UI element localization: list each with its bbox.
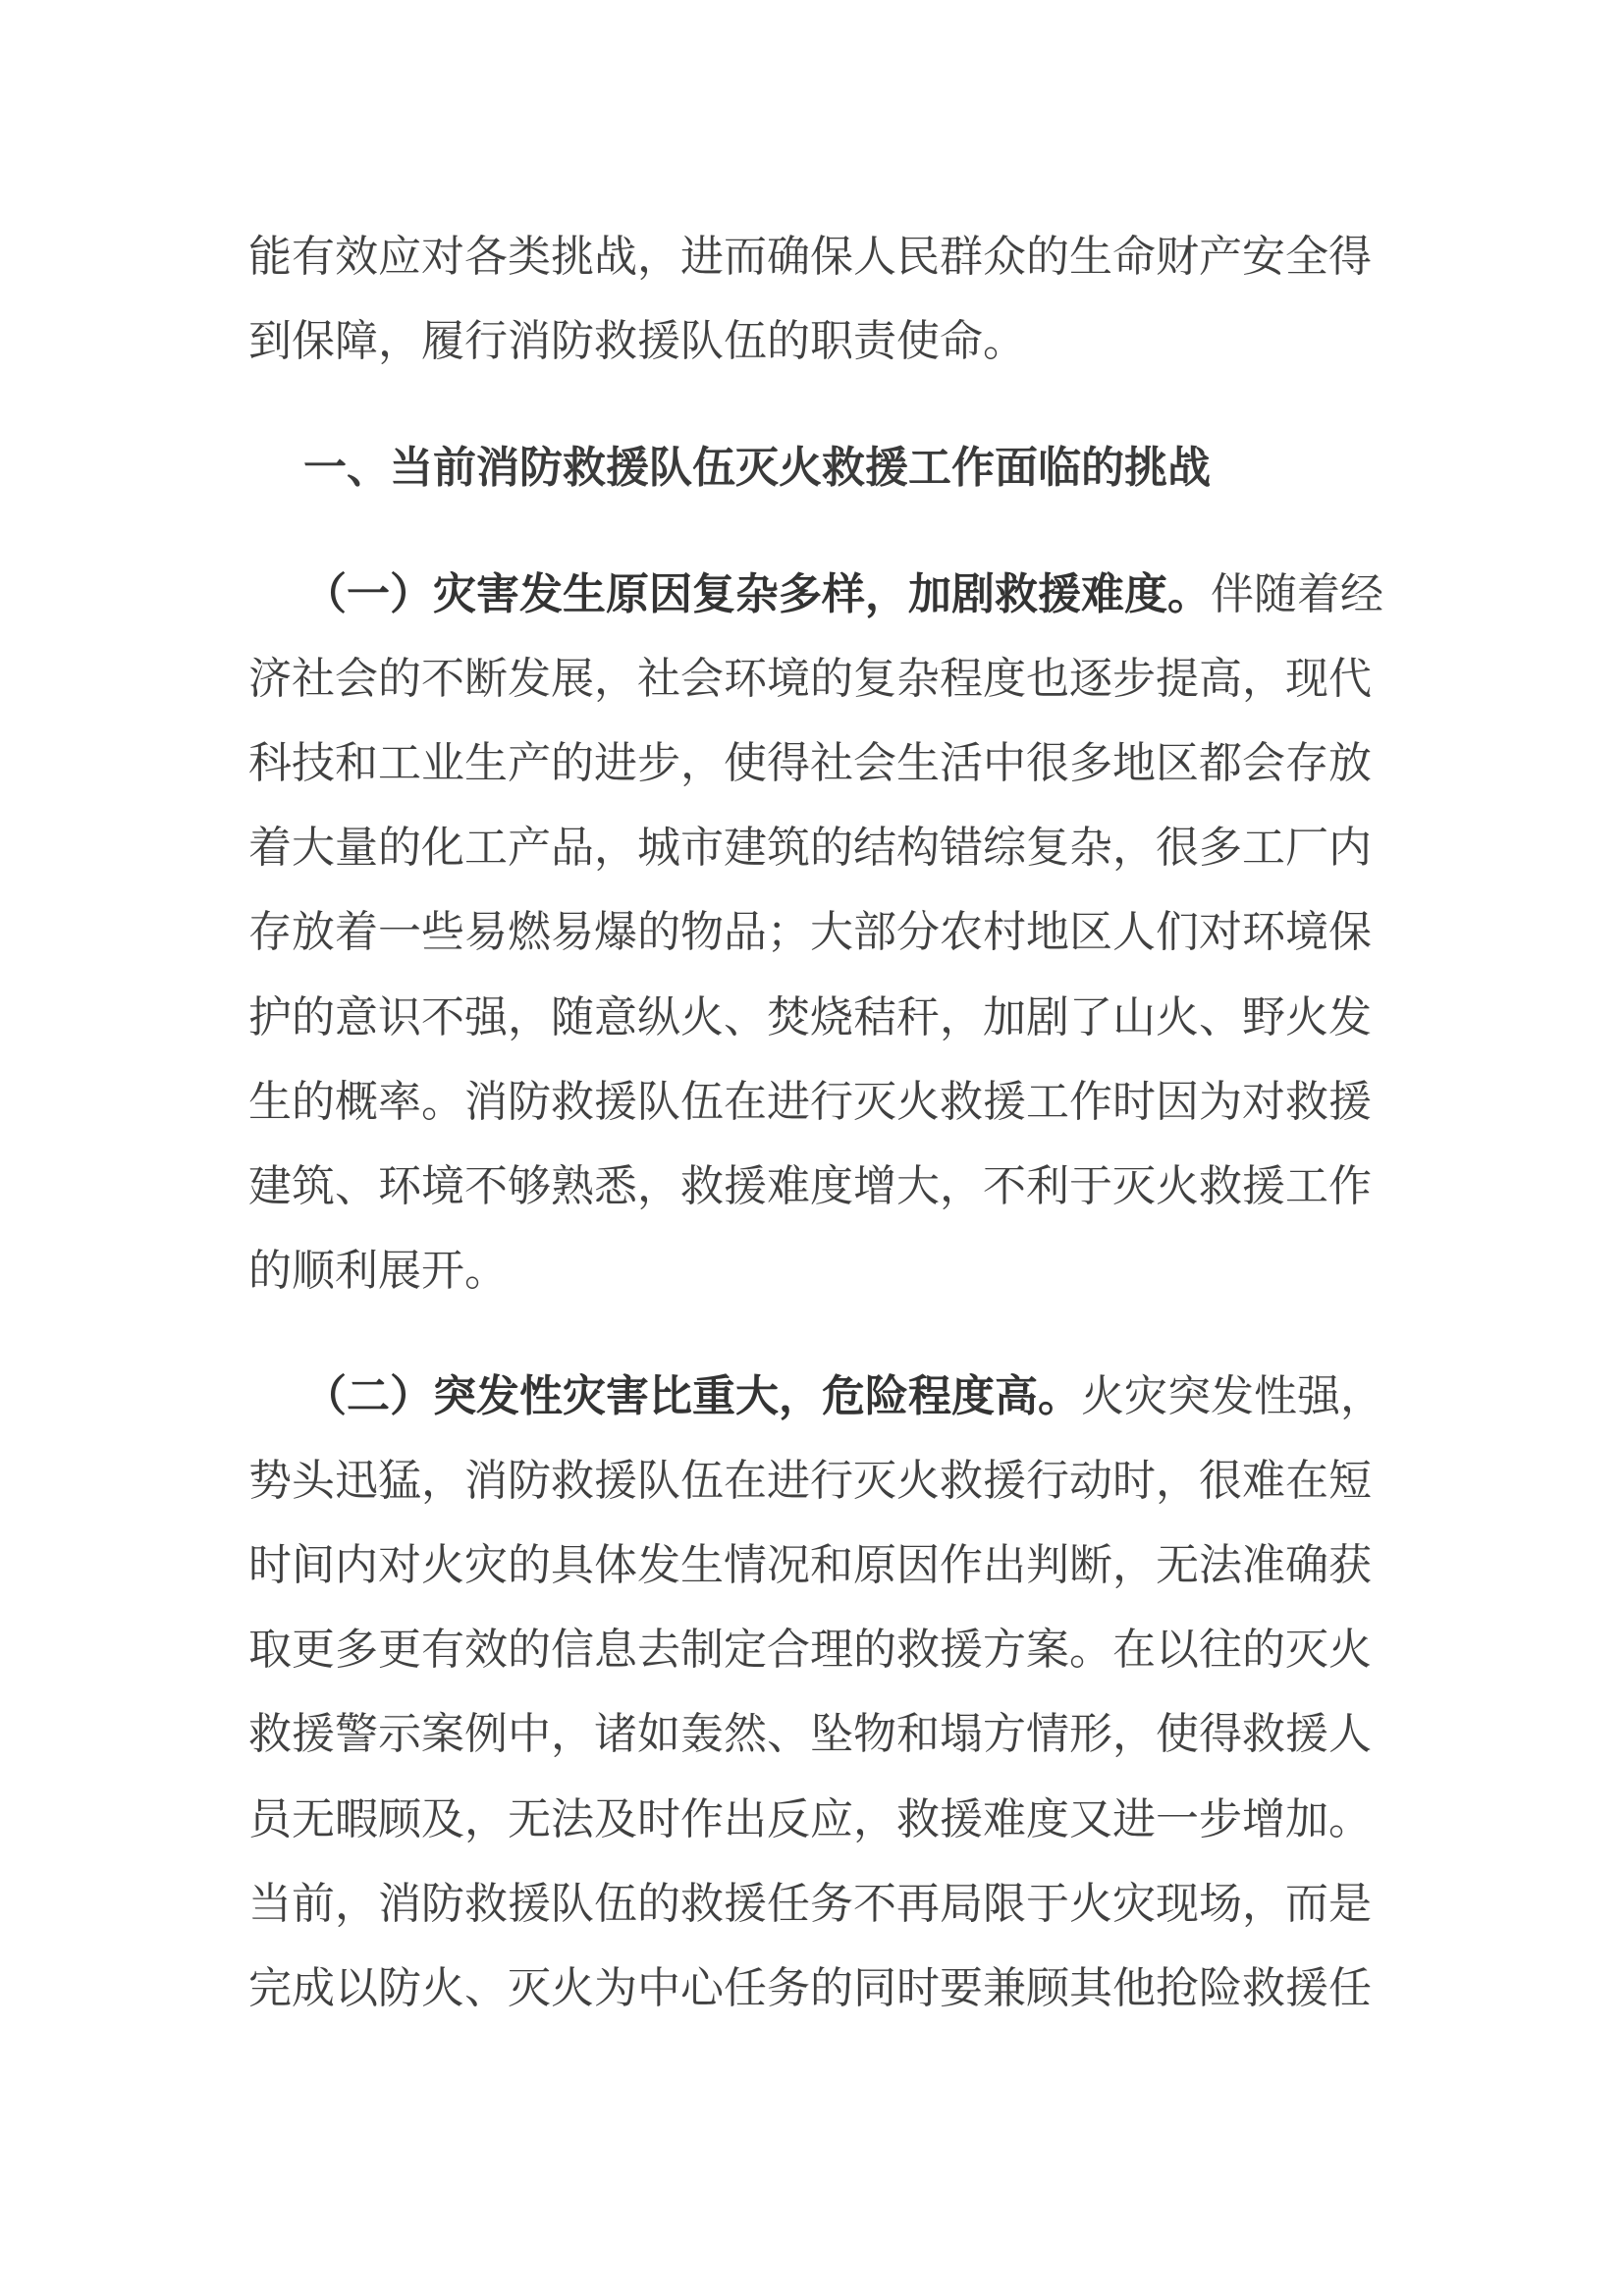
subsection-1-title: （一）灾害发生原因复杂多样，加剧救援难度。 — [303, 569, 1211, 619]
paragraph-line: 时间内对火灾的具体发生情况和原因作出判断，无法准确获 — [248, 1540, 1372, 1590]
paragraph-line: 的顺利展开。 — [248, 1246, 508, 1296]
subsection-2-lead: 火灾突发性强， — [1081, 1371, 1383, 1421]
subsection-1-lead: 伴随着经 — [1211, 569, 1383, 619]
paragraph-line: 当前，消防救援队伍的救援任务不再局限于火灾现场，而是 — [248, 1879, 1372, 1929]
paragraph-line: 生的概率。消防救援队伍在进行灭火救援工作时因为对救援 — [248, 1077, 1372, 1127]
paragraph-line: 救援警示案例中，诸如轰然、坠物和塌方情形，使得救援人 — [248, 1709, 1372, 1759]
paragraph-line: 完成以防火、灭火为中心任务的同时要兼顾其他抢险救援任 — [248, 1963, 1372, 2013]
paragraph-line: 取更多更有效的信息去制定合理的救援方案。在以往的灭火 — [248, 1625, 1372, 1675]
paragraph-line: 济社会的不断发展，社会环境的复杂程度也逐步提高，现代 — [248, 654, 1372, 704]
intro-line: 能有效应对各类挑战，进而确保人民群众的生命财产安全得 — [248, 232, 1372, 282]
section-heading: 一、当前消防救援队伍灭火救援工作面临的挑战 — [303, 443, 1211, 493]
paragraph-line: 护的意识不强，随意纵火、焚烧秸秆，加剧了山火、野火发 — [248, 992, 1372, 1042]
paragraph-line: 着大量的化工产品，城市建筑的结构错综复杂，很多工厂内 — [248, 823, 1372, 873]
intro-line: 到保障，履行消防救援队伍的职责使命。 — [248, 316, 1026, 366]
subsection-2-first-line — [303, 1371, 1383, 1421]
paragraph-line: 存放着一些易燃易爆的物品；大部分农村地区人们对环境保 — [248, 907, 1372, 957]
paragraph-line: 建筑、环境不够熟悉，救援难度增大，不利于灭火救援工作 — [248, 1161, 1372, 1211]
subsection-2-title: （二）突发性灾害比重大，危险程度高。 — [303, 1371, 1081, 1421]
paragraph-line: 员无暇顾及，无法及时作出反应，救援难度又进一步增加。 — [248, 1794, 1372, 1844]
paragraph-line: 势头迅猛，消防救援队伍在进行灭火救援行动时，很难在短 — [248, 1456, 1372, 1506]
paragraph-line: 科技和工业生产的进步，使得社会生活中很多地区都会存放 — [248, 738, 1372, 788]
subsection-1-first-line — [303, 569, 1383, 619]
